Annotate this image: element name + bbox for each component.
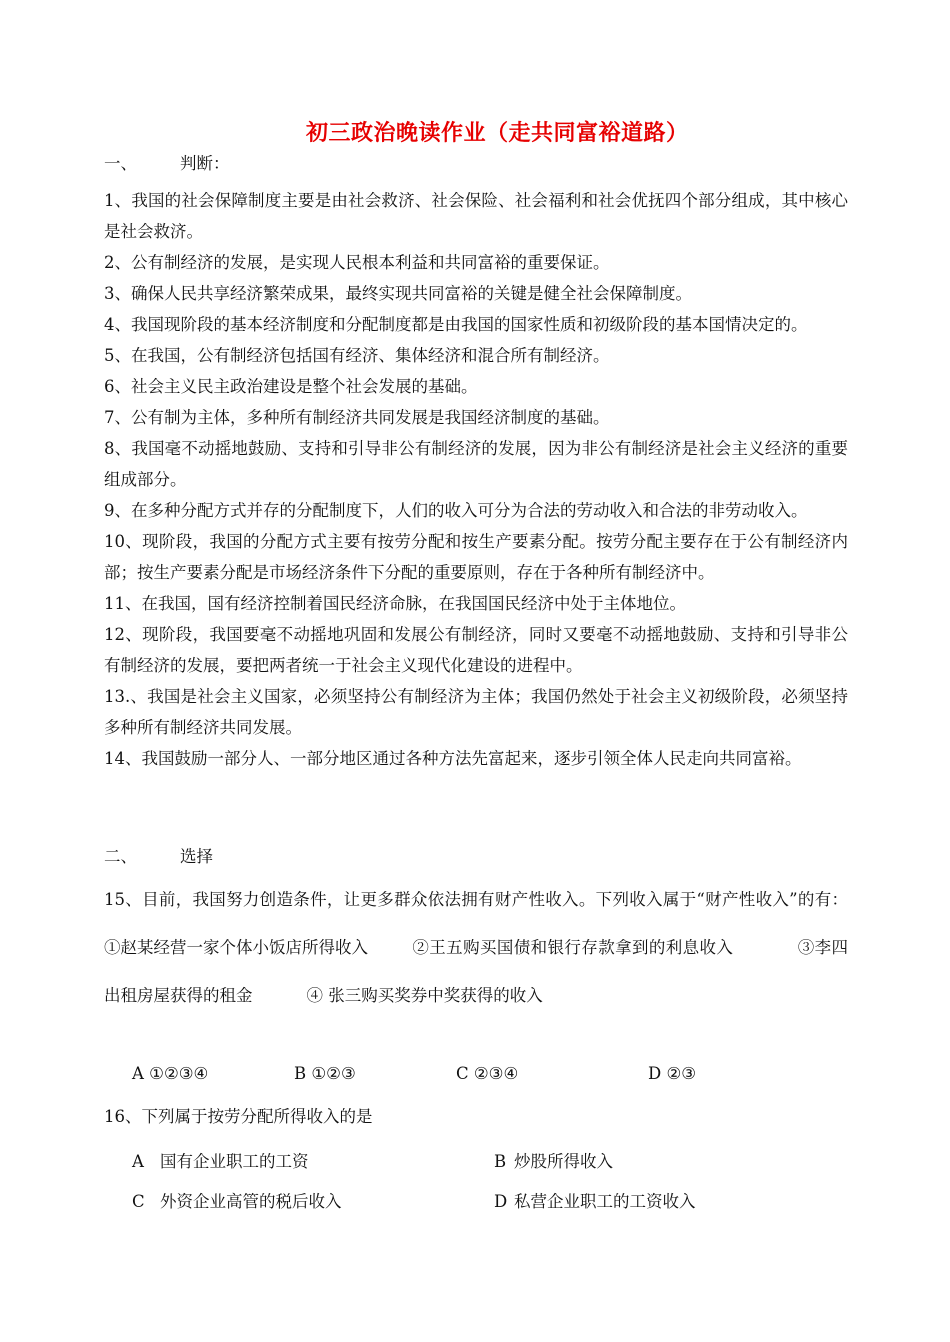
judgment-item: 10、现阶段，我国的分配方式主要有按劳分配和按生产要素分配。按劳分配主要存在于公有制经济内部；按生产要素分配是市场经济条件下分配的重要原则，存在于各种所有制经济中。 — [104, 532, 848, 582]
judgment-item: 7、公有制为主体，多种所有制经济共同发展是我国经济制度的基础。 — [104, 408, 610, 427]
choice-text: 国有企业职工的工资 — [160, 1152, 309, 1171]
choice-text: 外资企业高管的税后收入 — [160, 1192, 342, 1211]
choice-letter: B — [494, 1152, 507, 1171]
question-15 — [104, 876, 848, 1020]
judgment-item: 9、在多种分配方式并存的分配制度下，人们的收入可分为合法的劳动收入和合法的非劳动收入。 — [104, 501, 808, 520]
choice-letter: C — [132, 1192, 145, 1211]
answer-option-a: A ①②③④ — [132, 1064, 209, 1083]
judgment-list — [104, 185, 848, 774]
section-heading-choice — [104, 843, 213, 867]
page-title: 初三政治晚读作业（走共同富裕道路） — [306, 120, 689, 146]
judgment-item: 4、我国现阶段的基本经济制度和分配制度都是由我国的国家性质和初级阶段的基本国情决定的。 — [104, 315, 808, 334]
judgment-item: 14、我国鼓励一部分人、一部分地区通过各种方法先富起来，逐步引领全体人民走向共同富裕。 — [104, 749, 802, 768]
judgment-item: 3、确保人民共享经济繁荣成果，最终实现共同富裕的关键是健全社会保障制度。 — [104, 284, 692, 303]
judgment-item: 5、在我国，公有制经济包括国有经济、集体经济和混合所有制经济。 — [104, 346, 610, 365]
choice-c — [132, 1188, 342, 1212]
question-option: ②王五购买国债和银行存款拿到的利息收入 — [412, 938, 734, 957]
question-option: ①赵某经营一家个体小饭店所得收入 — [104, 938, 368, 957]
judgment-item: 6、社会主义民主政治建设是整个社会发展的基础。 — [104, 377, 478, 396]
choice-letter: D — [494, 1192, 508, 1211]
answer-option-d: D ②③ — [648, 1064, 697, 1083]
judgment-item: 2、公有制经济的发展，是实现人民根本利益和共同富裕的重要保证。 — [104, 253, 610, 272]
judgment-item: 8、我国毫不动摇地鼓励、支持和引导非公有制经济的发展，因为非公有制经济是社会主义经济的重要组成部分。 — [104, 439, 848, 489]
choice-text: 私营企业职工的工资收入 — [514, 1192, 696, 1211]
section-heading-judgment — [104, 150, 230, 174]
section-number: 一、 — [104, 154, 137, 173]
choice-letter: A — [132, 1152, 144, 1171]
question-option: ④ 张三购买奖券中奖获得的收入 — [306, 986, 543, 1005]
section-label: 选择 — [180, 847, 213, 866]
section-label: 判断： — [180, 154, 230, 173]
question-stem: 15、目前，我国努力创造条件，让更多群众依法拥有财产性收入。下列收入属于“财产性收入”的有： — [104, 890, 848, 909]
choice-d — [494, 1188, 696, 1212]
choice-a — [132, 1148, 309, 1172]
question-16-stem: 16、下列属于按劳分配所得收入的是 — [104, 1107, 373, 1126]
answer-option-c: C ②③④ — [456, 1064, 519, 1083]
choice-text: 炒股所得收入 — [514, 1152, 613, 1171]
answer-option-b: B ①②③ — [294, 1064, 356, 1083]
judgment-item: 1、我国的社会保障制度主要是由社会救济、社会保险、社会福利和社会优抚四个部分组成，其中核心是社会救济。 — [104, 191, 848, 241]
judgment-item: 12、现阶段，我国要毫不动摇地巩固和发展公有制经济，同时又要毫不动摇地鼓励、支持和引导非公有制经济的发展，要把两者统一于社会主义现代化建设的进程中。 — [104, 625, 848, 675]
judgment-item: 13.、我国是社会主义国家，必须坚持公有制经济为主体；我国仍然处于社会主义初级阶段，必须坚持多种所有制经济共同发展。 — [104, 687, 848, 737]
question-option: ③李四出租房屋获得的租金 — [104, 938, 849, 1005]
section-number: 二、 — [104, 847, 137, 866]
choice-b — [494, 1148, 613, 1172]
judgment-item: 11、在我国，国有经济控制着国民经济命脉，在我国国民经济中处于主体地位。 — [104, 594, 686, 613]
